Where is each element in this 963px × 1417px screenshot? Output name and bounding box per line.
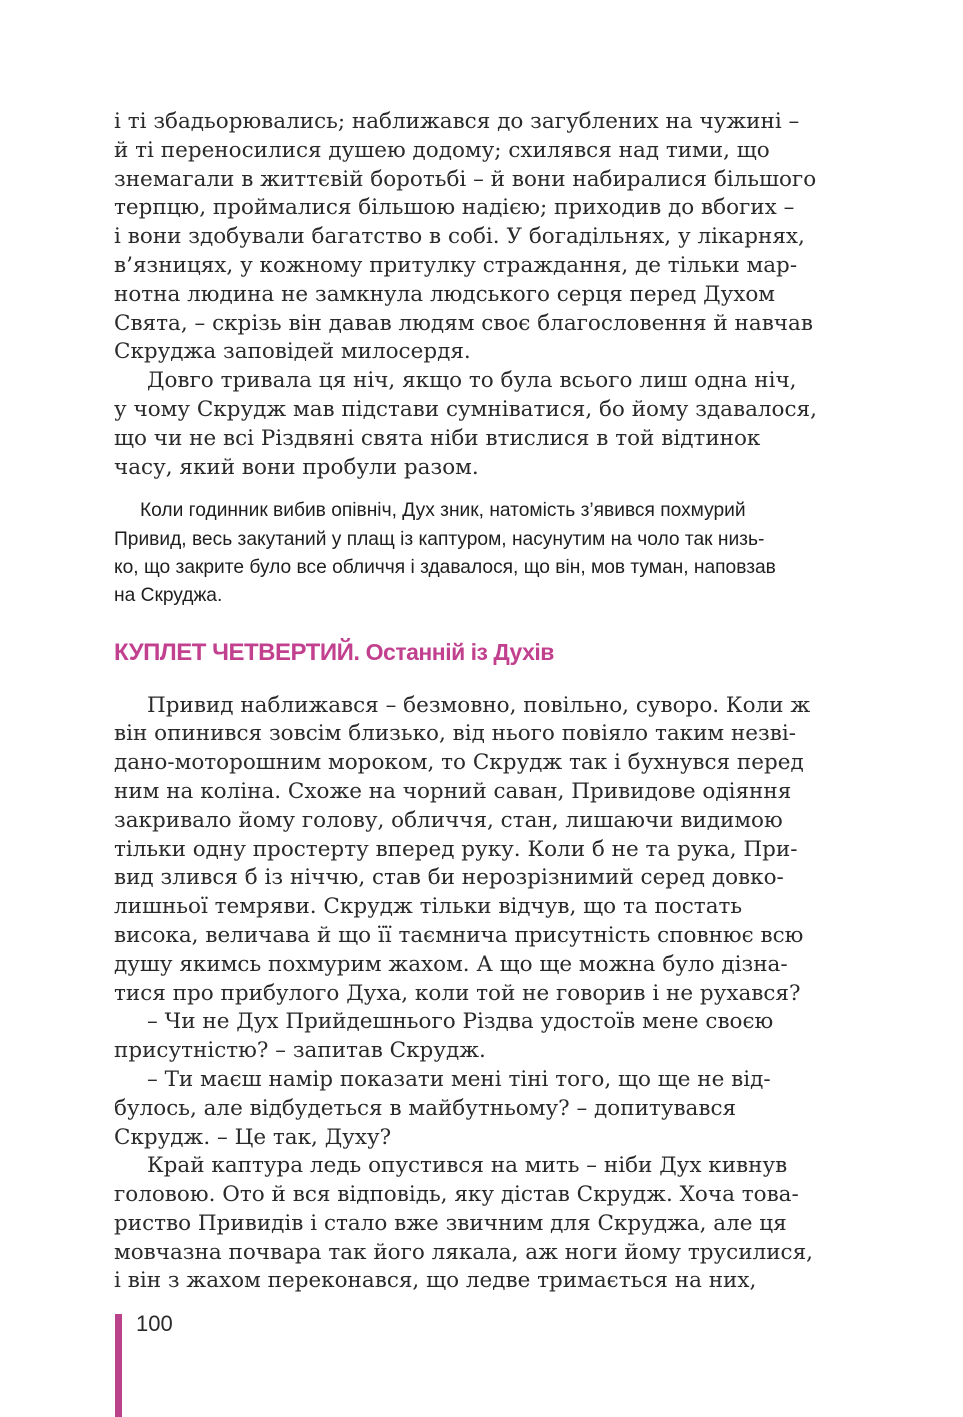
paragraph-continuation: і ті збадьорювались; наближався до загублених на чужині – й ті переносилися душею додому; схилявся над тими, що знемагали в життєвій боротьбі – й вони набиралися більшого терпцю, проймалися більшою надією; приходив до вбогих – і вони здобували багатство в собі. У богадільнях, у лікарнях, в’язницях, у кожному притулку страждання, де тільки мар- нотна людина не замкнула людського серця перед Духом Свята, – скрізь він давав людям своє благословення й навчав Скруджа заповідей милосердя.	[114, 109, 817, 365]
chapter-title: КУПЛЕТ ЧЕТВЕРТИЙ.	[114, 638, 360, 666]
paragraph-dialogue-1: – Чи не Дух Прийдешнього Різдва удостоїв мене своєю присутністю? – запитав Скрудж.	[114, 1009, 774, 1064]
page-accent-bar	[115, 1314, 122, 1417]
chapter-summary	[114, 497, 878, 610]
paragraph-ghost-approach: Привид наближався – безмовно, повільно, суворо. Коли ж він опинився зовсім близько, від нього повіяло таким незві- дано-моторошним мороком, то Скрудж так і бухнувся перед ним на коліна. Схоже на чорний саван, Привидове одіяння закривало йому голову, обличчя, стан, лишаючи видимою тільки одну простерту вперед руку. Коли б не та рука, При- вид злився б із ніччю, став би нерозрізнимий серед довко- лишньої темряви. Скрудж тільки відчув, що та постать висока, величава й що її таємнича присутність сповнює всю душу якимсь похмурим жахом. А що ще можна було дізна- тися про прибулого Духа, коли той не говорив і не рухався?	[114, 692, 811, 1006]
chapter-subtitle: Останній із Духів	[365, 638, 554, 665]
paragraph-dialogue-2: – Ти маєш намір показати мені тіні того, що ще не від- булось, але відбудеться в майбутньому? – допитувався Скрудж. – Це так, Духу?	[114, 1066, 771, 1150]
chapter-body	[114, 692, 878, 1297]
page-number: 100	[136, 1311, 173, 1336]
paragraph-hood: Край каптура ледь опустився на мить – ніби Дух кивнув головою. Ото й вся відповідь, яку дістав Скрудж. Хоча това- риство Привидів і стало вже звичним для Скруджа, але ця мовчазна почвара так його лякала, аж ноги йому трусилися, і він з жахом переконався, що ледве тримається на них,	[114, 1153, 813, 1294]
top-text-block	[114, 108, 878, 482]
page-content	[114, 108, 878, 1296]
paragraph-night: Довго тривала ця ніч, якщо то була всього лиш одна ніч, у чому Скрудж мав підстави сумніватися, бо йому здавалося, що чи не всі Різдвяні свята ніби втислися в той відтинок часу, який вони пробули разом.	[114, 368, 817, 480]
chapter-heading	[114, 637, 878, 668]
summary-text: Коли годинник вибив опівніч, Дух зник, натомість з’явився похмурий Привид, весь закутаний у плащ із каптуром, насунутим на чоло так низь- ко, що закрите було все обличчя і здавалося, що він, мов туман, наповзав на Скруджа.	[114, 500, 776, 607]
